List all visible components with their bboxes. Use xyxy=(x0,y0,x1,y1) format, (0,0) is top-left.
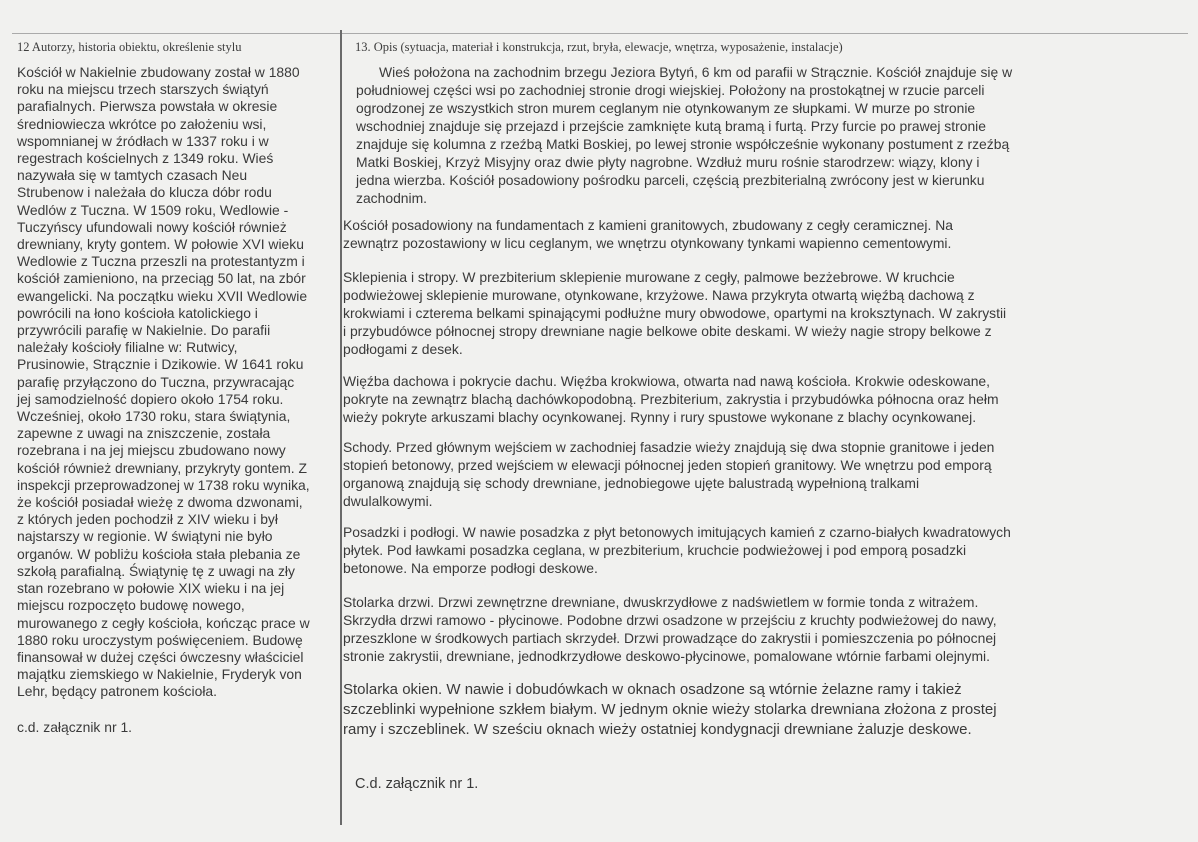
right-continuation-note: C.d. załącznik nr 1. xyxy=(355,776,479,792)
top-rule-left xyxy=(12,33,340,34)
paragraph-line: Wieś położona na zachodnim brzegu Jeziora Bytyń, 6 km od parafii w Strącznie. Kościół znajduje się w xyxy=(379,64,1013,80)
history-line: szkołą parafialną. Świątynię tę z uwagi na zły xyxy=(17,562,295,579)
history-line: Prusinowie, Strącznie i Dzikowie. W 1641 roku xyxy=(17,356,304,373)
history-line: organów. W pobliżu kościoła stała plebania ze xyxy=(17,545,301,562)
history-line: jej samodzielność dopiero około 1754 roku. xyxy=(17,390,284,407)
history-line: Wedlowie z Tuczna przeszli na protestantyzm i xyxy=(17,253,305,270)
history-line: Kościół w Nakielnie zbudowany został w 1880 xyxy=(17,64,300,80)
paragraph-line: Matki Boskiej, Krzyż Misyjny oraz dwie płyty nagrobne. Wzdłuż muru rośnie starodrzew: wiązy, klony i xyxy=(356,154,980,170)
history-line: miejscu rozpoczęto budowę nowego, xyxy=(17,597,245,614)
history-line: majątku ziemskiego w Nakielnie, Fryderyk von xyxy=(17,666,302,683)
history-line: należały kościoły filialne w: Rutwicy, xyxy=(17,339,238,356)
paragraph-vaults-ceilings xyxy=(343,268,1006,358)
column-divider xyxy=(340,30,342,825)
paragraph-line: podłogami z desek. xyxy=(343,341,463,357)
paragraph-windows xyxy=(343,680,997,740)
history-line: kościół również drewniany, przykryty gontem. Z xyxy=(17,459,308,476)
history-line: średniowiecza wkrótce po założeniu wsi, xyxy=(17,115,267,132)
paragraph-line: stronie zakrystii, drewniane, jednodkrzydłowe deskowo-płycinowe, pomalowane wtórnie farbami olejnymi. xyxy=(343,648,990,664)
paragraph-line: południowej części wsi po zachodniej stronie drogi wiejskiej. Położony na prostokątnej w rzucie parceli xyxy=(356,82,985,98)
paragraph-line: dwulalkowymi. xyxy=(343,493,433,509)
top-rule-right xyxy=(342,33,1188,34)
history-line: finansował w dużej części ówczesny właściciel xyxy=(17,648,304,665)
history-line: parafialnych. Pierwsza powstała w okresie xyxy=(17,98,278,115)
left-continuation-note: c.d. załącznik nr 1. xyxy=(17,719,133,735)
paragraph-line: Schody. Przed głównym wejściem w zachodniej fasadzie wieży znajdują się dwa stopnie granitowe i jeden xyxy=(343,439,995,455)
history-line: stan rozebrano w połowie XIX wieku i na jej xyxy=(17,580,285,597)
paragraph-location xyxy=(343,63,1193,207)
paragraph-line: zachodnim. xyxy=(356,190,428,206)
history-line: 1880 roku uroczystym poświęceniem. Budowę xyxy=(17,631,303,648)
paragraph-line: płytek. Pod ławkami posadzka ceglana, w prezbiterium, kruchcie podwieżowej i pod emporą posadzki xyxy=(343,542,967,558)
history-line: Lehr, będący patronem kościoła. xyxy=(17,683,217,700)
paragraph-line: i przybudówce północnej stropy drewniane nagie belkowe obite deskami. W wieży nagie stropy belkowe z xyxy=(343,323,992,339)
paragraph-construction xyxy=(343,216,953,252)
history-line: murowanego z cegły kościoła, kończąc prace w xyxy=(17,614,310,631)
history-line: roku na miejscu trzech starszych świątyń xyxy=(17,81,269,98)
history-line: kościół zamieniono, na przeciąg 50 lat, na zbór xyxy=(17,270,306,287)
paragraph-line: organową znajdują się schody drewniane, jednobiegowe ujęte balustradą wypełnioną tralkami xyxy=(343,475,920,491)
paragraph-line: Stolarka drzwi. Drzwi zewnętrzne drewniane, dwuskrzydłowe z nadświetlem w formie tonda z witrażem. xyxy=(343,594,979,610)
paragraph-line: krokwiami i czterema belkami spinającymi podłużne mury obwodowe, opartymi na kroksztynach. W zakrystii xyxy=(343,305,1007,321)
paragraph-line: Kościół posadowiony na fundamentach z kamieni granitowych, zbudowany z cegły ceramicznej. Na xyxy=(343,217,953,233)
left-column-header: 12 Autorzy, historia obiektu, określenie stylu xyxy=(17,40,242,54)
paragraph-line: Posadzki i podłogi. W nawie posadzka z płyt betonowych imitujących kamień z czarno-białych kwadratowych xyxy=(343,524,1011,540)
paragraph-line: stopień betonowy, przed wejściem w elewacji północnej jeden stopień granitowy. We wnętrzu pod emporą xyxy=(343,457,992,473)
history-line: Wedlów z Tuczna. W 1509 roku, Wedlowie - xyxy=(17,201,289,218)
paragraph-roof xyxy=(343,372,999,426)
history-line: Strubenow i należała do klucza dóbr rodu xyxy=(17,184,272,201)
paragraph-stairs xyxy=(343,438,994,510)
history-line: zapewne z uwagi na zniszczenie, została xyxy=(17,425,271,442)
history-line: Tuczyńscy ufundowali nowy kościół również xyxy=(17,218,287,235)
history-line: z których jeden pochodził z XIV wieku i był xyxy=(17,511,278,528)
history-line: drewniany, kryty gontem. W połowie XVI wieku xyxy=(17,236,304,253)
paragraph-line: betonowe. Na emporze podłogi deskowe. xyxy=(343,560,598,576)
history-line: inspekcji przeprowadzonej w 1738 roku wynika, xyxy=(17,476,310,493)
history-line: nazywała się w tamtych czasach Neu xyxy=(17,167,248,184)
paragraph-floors xyxy=(343,523,1011,577)
paragraph-line: przeszklone w środkowych partiach skrzydeł. Drzwi prowadzące do zakrystii i pomieszczenia po północnej xyxy=(343,630,997,646)
paragraph-line: ogrodzonej ze wszystkich stron murem ceglanym nie otynkowanym ze słupkami. W murze po stronie xyxy=(356,100,976,116)
history-line: Wcześniej, około 1730 roku, stara świątynia, xyxy=(17,408,291,425)
paragraph-line: szczeblinki wypełnione szkłem białym. W jednym oknie wieży stolarka drewniana złożona z prostej xyxy=(343,701,997,718)
right-column-header: 13. Opis (sytuacja, materiał i konstrukcja, rzut, bryła, elewacje, wnętrza, wyposażenie, instalacje) xyxy=(355,40,843,54)
history-line: że kościół posiadał wieżę z dwoma dzwonami, xyxy=(17,494,303,511)
paragraph-line: Skrzydła drzwi ramowo - płycinowe. Podobne drzwi osadzone w przejściu z kruchty podwieżowej do nawy, xyxy=(343,612,997,628)
paragraph-line: znajduje się kolumna z rzeźbą Matki Boskiej, po lewej stronie współcześnie wykonany postument z rzeźbą xyxy=(356,136,1010,152)
description-text xyxy=(343,63,1193,738)
paragraph-doors xyxy=(343,593,997,665)
paragraph-line: Sklepienia i stropy. W prezbiterium sklepienie murowane z cegły, palmowe bezżebrowe. W kruchcie xyxy=(343,269,955,285)
history-line: parafię przyłączono do Tuczna, przywracając xyxy=(17,373,295,390)
paragraph-line: wieży pokryte arkuszami blachy ocynkowanej. Rynny i rury spustowe wykonane z blachy ocynkowanej. xyxy=(343,409,977,425)
paragraph-line: wschodniej znajduje się przejazd i przejście zamknięte kutą bramą i furtą. Przy furcie po prawej stronie xyxy=(356,118,986,134)
history-text xyxy=(17,64,337,701)
history-line: powrócili na łono kościoła katolickiego i xyxy=(17,304,258,321)
paragraph-line: jedna wierzba. Kościół posadowiony pośrodku parceli, częścią prezbiterialną zwrócony jest w kierunku xyxy=(356,172,985,188)
history-line: przywrócili parafię w Nakielnie. Do parafii xyxy=(17,322,271,339)
history-line: regestrach kościelnych z 1349 roku. Wieś xyxy=(17,150,274,167)
history-line: najstarszy w regionie. W świątyni nie było xyxy=(17,528,273,545)
paragraph-line: ramy i szczeblinek. W sześciu oknach wieży ostatniej kondygnacji drewniane żaluzje deskowe. xyxy=(343,721,972,738)
history-line: rozebrana i na jej miejscu zbudowano nowy xyxy=(17,442,286,459)
paragraph-line: zewnątrz pozostawiony w licu ceglanym, we wnętrzu otynkowany tynkami wapienno cementowymi. xyxy=(343,235,952,251)
history-line: ewangelicki. Na początku wieku XVII Wedlowie xyxy=(17,287,308,304)
paragraph-line: podwieżowej sklepienie murowane, otynkowane, krzyżowe. Nawa przykryta otwartą więźbą dachową z xyxy=(343,287,975,303)
history-line: wspomnianej w źródłach w 1337 roku i w xyxy=(17,132,269,149)
paragraph-line: Stolarka okien. W nawie i dobudówkach w oknach osadzone są wtórnie żelazne ramy i takież xyxy=(343,681,962,698)
paragraph-line: pokryte na zewnątrz blachą dachówkopodobną. Prezbiterium, zakrystia i przybudówka północna oraz hełm xyxy=(343,391,999,407)
paragraph-line: Więźba dachowa i pokrycie dachu. Więźba krokwiowa, otwarta nad nawą kościoła. Krokwie odeskowane, xyxy=(343,373,991,389)
